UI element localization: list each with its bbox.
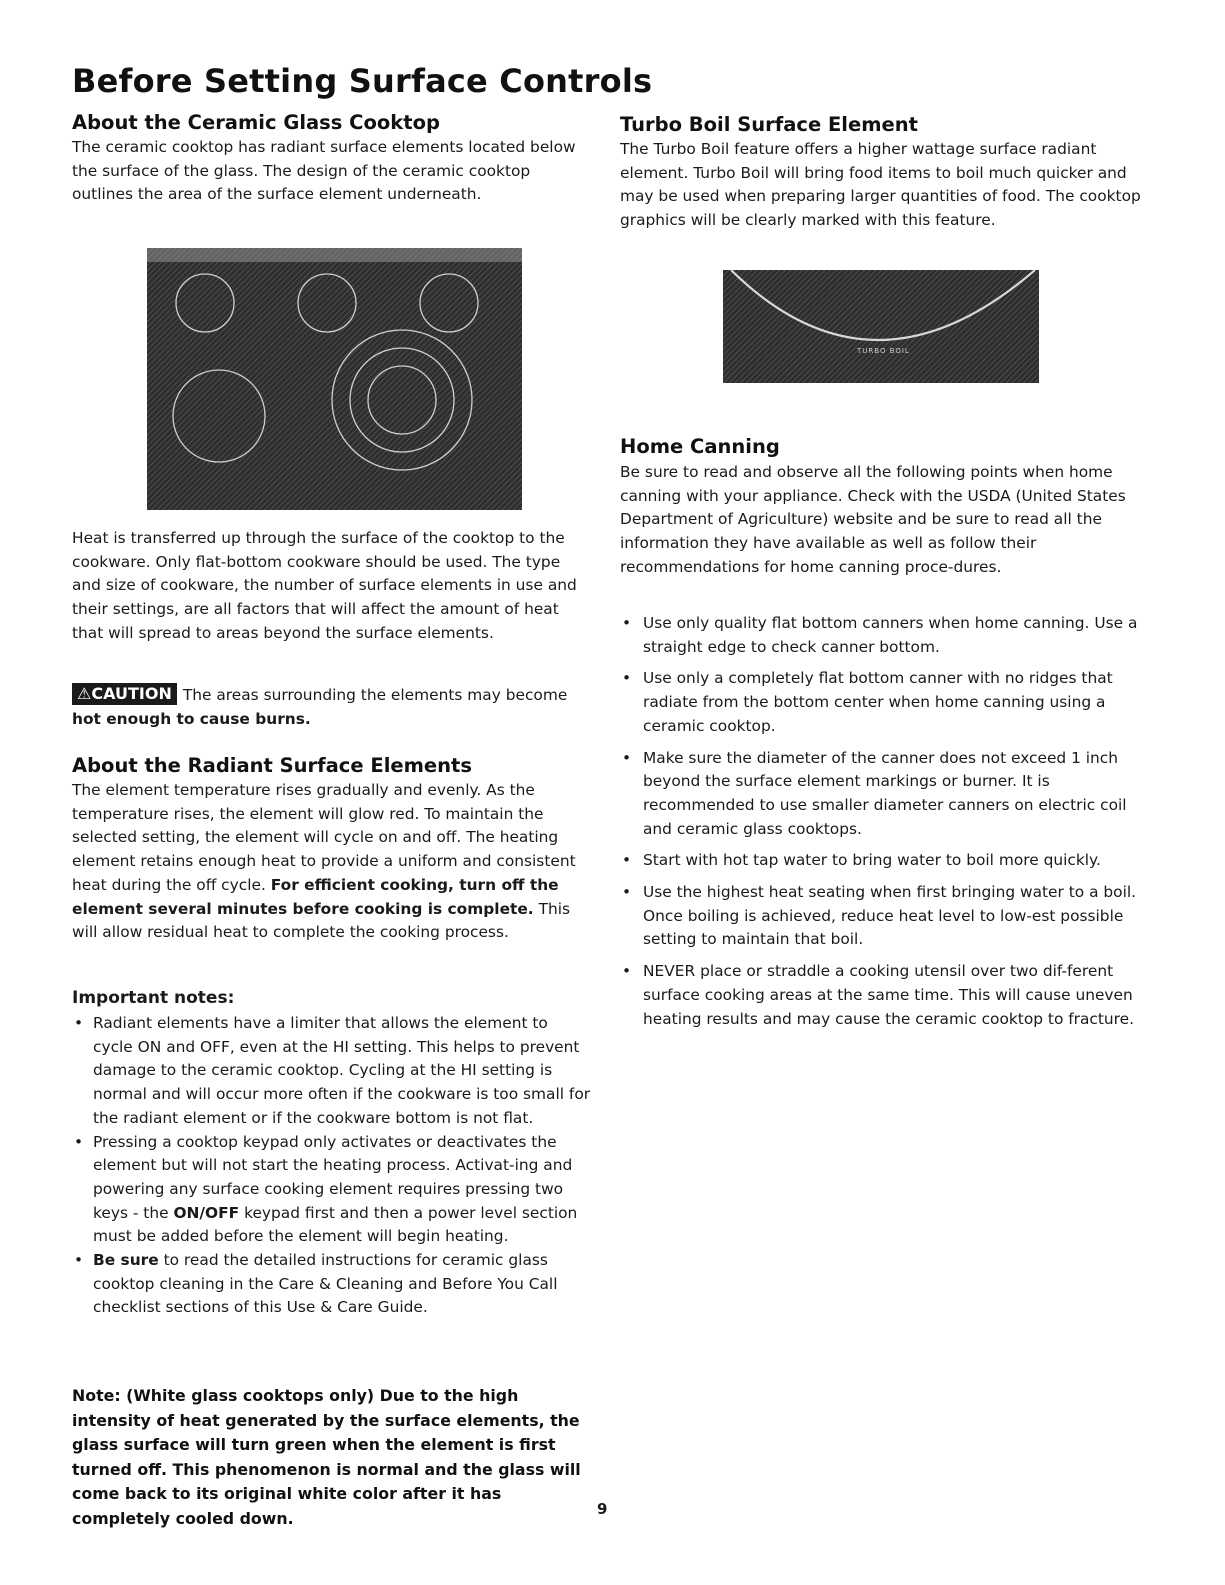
- caution-badge: [72, 683, 177, 705]
- cooktop-figure: [147, 248, 522, 514]
- turbo-boil-heading: Turbo Boil Surface Element: [620, 113, 918, 136]
- warning-triangle-icon: ⚠: [77, 684, 92, 703]
- ceramic-cooktop-body: The ceramic cooktop has radiant surface elements located below the surface of the glass. The design of the ceramic cooktop outlines the area of the surface element underneath.: [72, 138, 576, 204]
- turbo-boil-graphic-label: TURBO BOIL: [857, 347, 910, 355]
- white-glass-note: Note: (White glass cooktops only) Due to the high intensity of heat generated by the surface elements, the glass surface will turn green when the element is first turned off. This phenomenon is normal and the glass will come back to its original white color after it has completely cooled down.: [72, 1386, 581, 1528]
- home-canning-heading: Home Canning: [620, 435, 780, 458]
- heat-transfer-body: Heat is transferred up through the surface of the cooktop to the cookware. Only flat-bottom cookware should be used. The type and size of cookware, the number of surface elements in use and their settings, are all factors that will affect the amount of heat that will spread to areas beyond the surface elements.: [72, 529, 577, 642]
- radiant-tail-text: This will allow residual heat to complete the cooking process.: [72, 899, 571, 942]
- turbo-boil-illustration: [723, 270, 1039, 383]
- caution-text: The areas surrounding the elements may become: [182, 686, 568, 704]
- list-item: • NEVER place or straddle a cooking utensil over two dif-ferent surface cooking areas at the same time. This will cause uneven heating results and may cause the ceramic cooktop to fracture.: [622, 962, 1135, 1028]
- home-canning-list: [620, 612, 1145, 1039]
- list-item: • Radiant elements have a limiter that allows the element to cycle ON and OFF, even at the HI setting. This helps to prevent damage to the ceramic cooktop. Cycling at the HI setting is normal and will occur more often if the cookware is too small for the radiant element or if the cookware bottom is not flat.: [74, 1014, 591, 1127]
- list-item: • Make sure the diameter of the canner does not exceed 1 inch beyond the surface element markings or burner. It is recommended to use smaller diameter canners on electric coil and ceramic glass cooktops.: [622, 748, 1127, 838]
- cooktop-glass: [147, 248, 522, 510]
- turbo-boil-body: The Turbo Boil feature offers a higher wattage surface radiant element. Turbo Boil will bring food items to boil much quicker and may be used when preparing larger quantities of food. The cooktop graphics will be clearly marked with this feature.: [620, 140, 1141, 230]
- radiant-bold-text: For efficient cooking, turn off the element several minutes before cooking is complete.: [72, 875, 559, 918]
- turbo-boil-figure: [723, 270, 1039, 387]
- caution-bold-text: hot enough to cause burns.: [72, 709, 311, 728]
- caution-label: CAUTION: [91, 684, 172, 703]
- important-notes-list: [72, 1012, 592, 1320]
- list-item: • Be sure to read the detailed instructions for ceramic glass cooktop cleaning in the Care & Cleaning and Before You Call checklist sections of this Use & Care Guide.: [74, 1251, 558, 1317]
- radiant-body-text: The element temperature rises gradually and evenly. As the temperature rises, the element will glow red. To maintain the selected setting, the element will cycle on and off. The heating element retains enough heat to provide a uniform and consistent heat during the off cycle.: [72, 781, 576, 894]
- list-item: • Use only a completely flat bottom canner with no ridges that radiate from the bottom center when home canning using a ceramic cooktop.: [622, 669, 1113, 735]
- list-item: • Pressing a cooktop keypad only activates or deactivates the element but will not start the heating process. Activat-ing and powering any surface cooking element requires pressing two keys - the ON/OFF keypad first and then a power level section must be added before the element will begin heating.: [74, 1132, 578, 1246]
- home-canning-body: Be sure to read and observe all the following points when home canning with your appliance. Check with the USDA (United States Department of Agriculture) website and be sure to read all the information they have available as well as follow their recommendations for home canning proce-dures.: [620, 463, 1126, 576]
- page-number: 9: [597, 1500, 608, 1518]
- list-item: • Start with hot tap water to bring water to boil more quickly.: [622, 851, 1101, 870]
- list-item: • Use the highest heat seating when first bringing water to a boil. Once boiling is achieved, reduce heat level to low-est possible setting to maintain that boil.: [622, 883, 1137, 949]
- important-notes-heading: Important notes:: [72, 988, 235, 1008]
- cooktop-illustration: [147, 248, 522, 510]
- page-title: Before Setting Surface Controls: [72, 62, 653, 100]
- list-item: • Use only quality flat bottom canners when home canning. Use a straight edge to check canner bottom.: [622, 614, 1138, 656]
- radiant-elements-heading: About the Radiant Surface Elements: [72, 754, 472, 777]
- radiant-elements-body: [72, 779, 592, 945]
- ceramic-cooktop-heading: About the Ceramic Glass Cooktop: [72, 111, 440, 134]
- turbo-boil-glass: [723, 270, 1039, 383]
- caution-paragraph: [72, 683, 592, 731]
